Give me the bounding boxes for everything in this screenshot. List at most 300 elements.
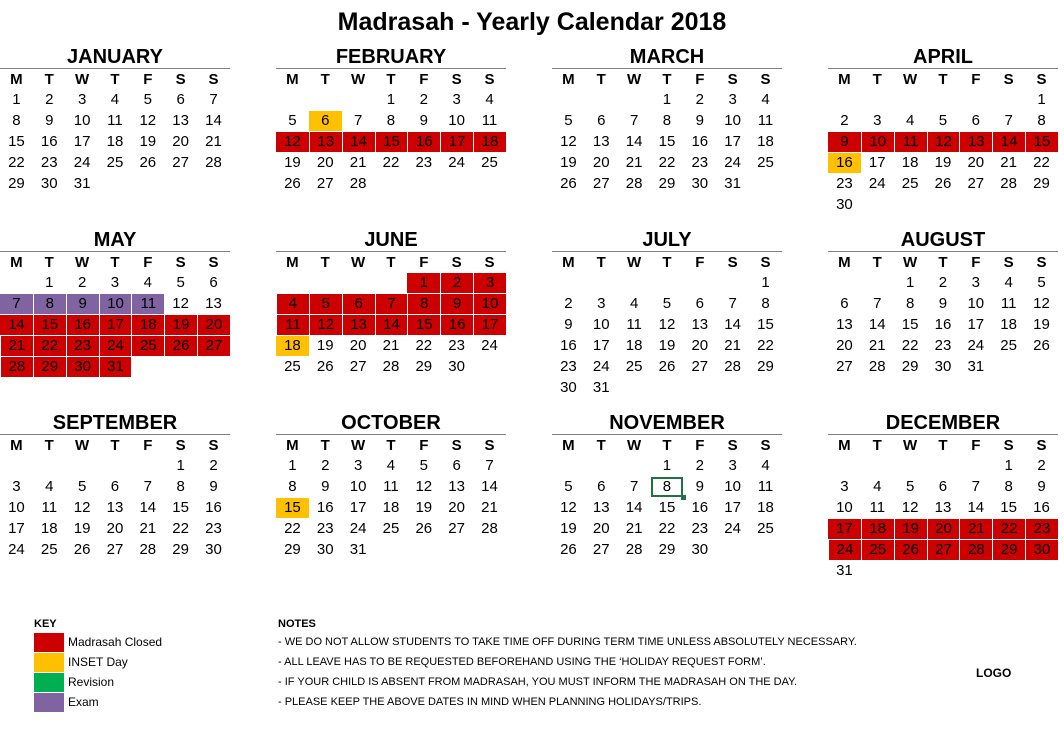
day-cell[interactable]: 8 — [33, 294, 66, 314]
day-cell[interactable]: 17 — [868, 154, 886, 171]
day-cell[interactable]: 25 — [901, 175, 919, 192]
day-cell[interactable]: 21 — [625, 520, 643, 537]
day-cell[interactable]: 15 — [8, 133, 25, 150]
day-cell[interactable]: 22 — [172, 520, 189, 537]
day-cell[interactable]: 5 — [1037, 274, 1046, 291]
day-cell[interactable]: 20 — [197, 315, 230, 335]
day-cell[interactable]: 9 — [321, 478, 330, 495]
day-cell[interactable]: 26 — [415, 520, 433, 537]
day-cell[interactable]: 5 — [938, 112, 948, 129]
day-cell[interactable]: 25 — [131, 336, 164, 356]
day-cell[interactable]: 28 — [625, 541, 643, 558]
day-cell[interactable]: 2 — [45, 91, 54, 108]
day-cell[interactable]: 6 — [597, 478, 606, 495]
day-cell[interactable]: 19 — [139, 133, 157, 150]
day-cell[interactable]: 1 — [288, 457, 297, 474]
day-cell[interactable]: 7 — [971, 478, 980, 495]
day-cell[interactable]: 5 — [288, 112, 297, 129]
day-cell[interactable]: 24 — [448, 154, 465, 171]
day-cell[interactable]: 4 — [873, 478, 882, 495]
day-cell[interactable]: 25 — [382, 520, 400, 537]
day-cell[interactable]: 1 — [12, 91, 21, 108]
day-cell[interactable]: 5 — [143, 91, 152, 108]
day-cell[interactable]: 17 — [967, 316, 985, 333]
day-cell[interactable]: 20 — [927, 519, 960, 539]
day-cell[interactable]: 9 — [45, 112, 54, 129]
day-cell[interactable]: 13 — [836, 316, 853, 333]
day-cell[interactable]: 11 — [276, 315, 309, 335]
day-cell[interactable]: 15 — [407, 315, 440, 335]
day-cell[interactable]: 4 — [110, 91, 120, 108]
day-cell[interactable]: 23 — [691, 154, 709, 171]
day-cell[interactable]: 27 — [836, 358, 853, 375]
day-cell[interactable]: 26 — [1033, 337, 1050, 354]
day-cell[interactable]: 6 — [309, 111, 342, 131]
day-cell[interactable]: 19 — [1033, 316, 1050, 333]
day-cell[interactable]: 15 — [375, 132, 408, 152]
day-cell[interactable]: 1 — [662, 457, 672, 474]
day-cell[interactable]: 30 — [560, 379, 577, 396]
day-cell[interactable]: 13 — [205, 295, 222, 312]
day-cell[interactable]: 15 — [172, 499, 189, 516]
day-cell[interactable]: 10 — [967, 295, 985, 312]
day-cell[interactable]: 18 — [473, 132, 506, 152]
day-cell[interactable]: 9 — [1037, 478, 1046, 495]
day-cell[interactable]: 18 — [861, 519, 894, 539]
day-cell[interactable]: 27 — [106, 541, 124, 558]
day-cell[interactable]: 14 — [375, 315, 408, 335]
day-cell[interactable]: 29 — [172, 541, 189, 558]
day-cell[interactable]: 6 — [110, 478, 120, 495]
day-cell[interactable]: 8 — [761, 295, 770, 312]
day-cell[interactable]: 12 — [276, 132, 309, 152]
day-cell[interactable]: 22 — [658, 154, 676, 171]
day-cell[interactable]: 6 — [971, 112, 980, 129]
day-cell[interactable]: 31 — [967, 358, 985, 375]
day-cell[interactable]: 8 — [1004, 478, 1013, 495]
day-cell[interactable]: 23 — [415, 154, 433, 171]
day-cell[interactable]: 23 — [691, 520, 709, 537]
day-cell[interactable]: 20 — [836, 337, 853, 354]
day-cell[interactable]: 9 — [440, 294, 473, 314]
day-cell[interactable]: 2 — [321, 457, 330, 474]
day-cell[interactable]: 29 — [33, 357, 66, 377]
day-cell[interactable]: 5 — [905, 478, 915, 495]
day-cell[interactable]: 18 — [131, 315, 164, 335]
day-cell[interactable]: 10 — [73, 112, 91, 129]
day-cell[interactable]: 27 — [172, 154, 189, 171]
day-cell[interactable]: 2 — [440, 273, 473, 293]
day-cell[interactable]: 11 — [757, 478, 774, 495]
day-cell[interactable]: 31 — [349, 541, 367, 558]
day-cell[interactable]: 11 — [626, 316, 642, 333]
day-cell[interactable]: 18 — [901, 154, 919, 171]
day-cell[interactable]: 9 — [209, 478, 218, 495]
day-cell[interactable]: 21 — [0, 336, 33, 356]
day-cell[interactable]: 15 — [658, 499, 676, 516]
day-cell[interactable]: 30 — [40, 175, 58, 192]
day-cell[interactable]: 14 — [481, 478, 498, 495]
day-cell[interactable]: 27 — [592, 541, 610, 558]
day-cell[interactable]: 21 — [1000, 154, 1017, 171]
day-cell[interactable]: 3 — [728, 91, 737, 108]
day-cell[interactable]: 3 — [110, 274, 120, 291]
day-cell[interactable]: 31 — [592, 379, 610, 396]
day-cell[interactable]: 14 — [967, 499, 985, 516]
day-cell[interactable]: 4 — [276, 294, 309, 314]
day-cell[interactable]: 24 — [868, 175, 886, 192]
day-cell[interactable]: 20 — [592, 154, 610, 171]
day-cell[interactable]: 25 — [757, 520, 774, 537]
day-cell[interactable]: 24 — [967, 337, 985, 354]
day-cell[interactable]: 30 — [691, 541, 709, 558]
day-cell[interactable]: 7 — [1004, 112, 1013, 129]
day-cell[interactable]: 12 — [1033, 295, 1050, 312]
day-cell[interactable]: 28 — [724, 358, 741, 375]
day-cell[interactable]: 17 — [724, 499, 741, 516]
day-cell[interactable]: 17 — [349, 499, 367, 516]
day-cell[interactable]: 26 — [560, 175, 577, 192]
day-cell[interactable]: 10 — [836, 499, 853, 516]
day-cell[interactable]: 19 — [316, 337, 334, 354]
day-cell[interactable]: 18 — [1000, 316, 1017, 333]
day-cell[interactable]: 23 — [934, 337, 952, 354]
day-cell[interactable]: 15 — [757, 316, 774, 333]
day-cell[interactable]: 18 — [106, 133, 124, 150]
day-cell[interactable]: 21 — [382, 337, 400, 354]
day-cell[interactable]: 13 — [691, 316, 709, 333]
day-cell[interactable]: 3 — [597, 295, 606, 312]
day-cell[interactable]: 27 — [197, 336, 230, 356]
day-cell[interactable]: 2 — [695, 457, 704, 474]
day-cell[interactable]: 30 — [205, 541, 222, 558]
day-cell[interactable]: 30 — [1025, 540, 1058, 560]
day-cell[interactable]: 27 — [927, 540, 960, 560]
day-cell[interactable]: 9 — [938, 295, 948, 312]
day-cell[interactable]: 8 — [905, 295, 915, 312]
day-cell[interactable]: 7 — [629, 112, 639, 129]
day-cell[interactable]: 7 — [375, 294, 408, 314]
day-cell[interactable]: 2 — [1037, 457, 1046, 474]
day-cell[interactable]: 3 — [77, 91, 87, 108]
day-cell[interactable]: 15 — [1025, 132, 1058, 152]
day-cell[interactable]: 25 — [284, 358, 301, 375]
day-cell[interactable]: 7 — [485, 457, 494, 474]
day-cell[interactable]: 9 — [564, 316, 573, 333]
day-cell[interactable]: 27 — [592, 175, 610, 192]
day-cell[interactable]: 3 — [728, 457, 737, 474]
day-cell[interactable]: 1 — [1037, 91, 1046, 108]
day-cell[interactable]: 4 — [761, 457, 770, 474]
day-cell[interactable]: 28 — [205, 154, 222, 171]
day-cell[interactable]: 21 — [868, 337, 886, 354]
day-cell[interactable]: 6 — [209, 274, 218, 291]
day-cell[interactable]: 26 — [894, 540, 927, 560]
day-cell[interactable]: 16 — [691, 499, 709, 516]
day-cell[interactable]: 29 — [284, 541, 301, 558]
day-cell[interactable]: 28 — [382, 358, 400, 375]
day-cell[interactable]: 5 — [564, 478, 573, 495]
day-cell[interactable]: 23 — [40, 154, 58, 171]
day-cell[interactable]: 11 — [1000, 295, 1017, 312]
day-cell[interactable]: 13 — [592, 133, 610, 150]
day-cell[interactable]: 11 — [131, 294, 164, 314]
day-cell[interactable]: 13 — [172, 112, 189, 129]
day-cell[interactable]: 12 — [172, 295, 189, 312]
day-cell[interactable]: 1 — [761, 274, 770, 291]
day-cell[interactable]: 8 — [288, 478, 297, 495]
day-cell[interactable]: 18 — [276, 336, 309, 356]
day-cell[interactable]: 4 — [485, 91, 494, 108]
day-cell[interactable]: 25 — [625, 358, 643, 375]
day-cell[interactable]: 25 — [481, 154, 498, 171]
day-cell[interactable]: 12 — [560, 499, 577, 516]
day-cell[interactable]: 17 — [592, 337, 610, 354]
day-cell[interactable]: 26 — [139, 154, 157, 171]
day-cell[interactable]: 8 — [386, 112, 396, 129]
day-cell[interactable]: 19 — [560, 154, 577, 171]
day-cell[interactable]: 4 — [386, 457, 396, 474]
day-cell[interactable]: 2 — [209, 457, 218, 474]
day-cell[interactable]: 7 — [353, 112, 363, 129]
day-cell[interactable]: 3 — [971, 274, 980, 291]
day-cell[interactable]: 10 — [8, 499, 25, 516]
day-cell[interactable]: 26 — [560, 541, 577, 558]
day-cell[interactable]: 26 — [934, 175, 952, 192]
day-cell[interactable]: 17 — [8, 520, 25, 537]
day-cell[interactable]: 29 — [8, 175, 25, 192]
day-cell[interactable]: 9 — [695, 112, 704, 129]
day-cell[interactable]: 11 — [41, 499, 58, 516]
day-cell[interactable]: 7 — [629, 478, 639, 495]
day-cell[interactable]: 5 — [77, 478, 87, 495]
day-cell[interactable]: 31 — [73, 175, 91, 192]
day-cell[interactable]: 12 — [901, 499, 919, 516]
day-cell[interactable]: 20 — [691, 337, 709, 354]
day-cell[interactable]: 14 — [205, 112, 222, 129]
day-cell[interactable]: 13 — [448, 478, 465, 495]
day-cell[interactable]: 2 — [695, 91, 704, 108]
day-cell[interactable]: 14 — [868, 316, 886, 333]
day-cell[interactable]: 22 — [284, 520, 301, 537]
day-cell[interactable]: 27 — [349, 358, 367, 375]
day-cell[interactable]: 3 — [473, 273, 506, 293]
day-cell[interactable]: 20 — [106, 520, 124, 537]
day-cell[interactable]: 30 — [66, 357, 99, 377]
day-cell[interactable]: 23 — [66, 336, 99, 356]
day-cell[interactable]: 3 — [873, 112, 882, 129]
day-cell[interactable]: 15 — [1000, 499, 1017, 516]
day-cell[interactable]: 17 — [73, 133, 91, 150]
day-cell[interactable]: 17 — [724, 133, 741, 150]
day-cell[interactable]: 4 — [629, 295, 639, 312]
day-cell[interactable]: 16 — [560, 337, 577, 354]
day-cell[interactable]: 18 — [757, 499, 774, 516]
day-cell[interactable]: 16 — [440, 315, 473, 335]
day-cell[interactable]: 10 — [448, 112, 465, 129]
day-cell[interactable]: 7 — [728, 295, 737, 312]
day-cell[interactable]: 16 — [934, 316, 952, 333]
day-cell[interactable]: 1 — [905, 274, 915, 291]
day-cell[interactable]: 20 — [172, 133, 189, 150]
day-cell[interactable]: 3 — [353, 457, 363, 474]
day-cell[interactable]: 8 — [407, 294, 440, 314]
day-cell[interactable]: 22 — [757, 337, 774, 354]
day-cell[interactable]: 10 — [724, 478, 741, 495]
day-cell[interactable]: 19 — [894, 519, 927, 539]
day-cell[interactable]: 30 — [836, 196, 853, 213]
day-cell[interactable]: 5 — [564, 112, 573, 129]
day-cell[interactable]: 4 — [905, 112, 915, 129]
day-cell[interactable]: 5 — [309, 294, 342, 314]
day-cell[interactable]: 2 — [938, 274, 948, 291]
day-cell[interactable]: 6 — [452, 457, 461, 474]
day-cell[interactable]: 26 — [658, 358, 676, 375]
day-cell[interactable]: 6 — [938, 478, 948, 495]
day-cell[interactable]: 28 — [625, 175, 643, 192]
day-cell[interactable]: 28 — [868, 358, 886, 375]
day-cell[interactable]: 28 — [1000, 175, 1017, 192]
day-cell[interactable]: 19 — [415, 499, 433, 516]
day-cell[interactable]: 28 — [139, 541, 157, 558]
day-cell[interactable]: 12 — [415, 478, 433, 495]
day-cell[interactable]: 31 — [724, 175, 741, 192]
day-cell[interactable]: 6 — [695, 295, 704, 312]
day-cell[interactable]: 20 — [349, 337, 367, 354]
day-cell[interactable]: 18 — [382, 499, 400, 516]
day-cell[interactable]: 12 — [658, 316, 676, 333]
day-cell[interactable]: 13 — [309, 132, 342, 152]
day-cell[interactable]: 16 — [66, 315, 99, 335]
day-cell[interactable]: 10 — [724, 112, 741, 129]
day-cell[interactable]: 30 — [316, 541, 334, 558]
day-cell[interactable]: 27 — [316, 175, 334, 192]
day-cell[interactable]: 29 — [415, 358, 433, 375]
day-cell[interactable]: 7 — [873, 295, 882, 312]
day-cell[interactable]: 19 — [164, 315, 197, 335]
day-cell[interactable]: 7 — [143, 478, 152, 495]
day-cell[interactable]: 24 — [481, 337, 498, 354]
day-cell[interactable]: 6 — [176, 91, 185, 108]
day-cell[interactable]: 19 — [284, 154, 301, 171]
day-cell[interactable]: 22 — [992, 519, 1025, 539]
day-cell[interactable]: 17 — [99, 315, 132, 335]
day-cell[interactable]: 14 — [342, 132, 375, 152]
day-cell[interactable]: 26 — [73, 541, 91, 558]
day-cell[interactable]: 29 — [1033, 175, 1050, 192]
day-cell[interactable]: 20 — [448, 499, 465, 516]
day-cell[interactable]: 14 — [625, 133, 643, 150]
day-cell[interactable]: 10 — [473, 294, 506, 314]
day-cell[interactable]: 26 — [284, 175, 301, 192]
day-cell[interactable]: 14 — [139, 499, 157, 516]
day-cell[interactable]: 3 — [840, 478, 849, 495]
day-cell[interactable]: 2 — [77, 274, 87, 291]
day-cell[interactable]: 30 — [448, 358, 465, 375]
day-cell[interactable]: 1 — [407, 273, 440, 293]
day-cell[interactable]: 14 — [625, 499, 643, 516]
day-cell[interactable]: 9 — [419, 112, 428, 129]
day-cell[interactable]: 13 — [959, 132, 992, 152]
day-cell[interactable]: 7 — [0, 294, 33, 314]
day-cell[interactable]: 19 — [934, 154, 952, 171]
day-cell[interactable]: 30 — [934, 358, 952, 375]
day-cell[interactable]: 15 — [33, 315, 66, 335]
day-cell[interactable]: 29 — [757, 358, 774, 375]
day-cell[interactable]: 1 — [1004, 457, 1013, 474]
day-cell[interactable]: 21 — [139, 520, 157, 537]
day-cell[interactable]: 22 — [658, 520, 676, 537]
day-cell[interactable]: 17 — [473, 315, 506, 335]
day-cell[interactable]: 13 — [592, 499, 610, 516]
day-cell[interactable]: 22 — [8, 154, 25, 171]
day-cell[interactable]: 11 — [481, 112, 498, 129]
day-cell[interactable]: 22 — [415, 337, 433, 354]
day-cell[interactable]: 30 — [691, 175, 709, 192]
day-cell[interactable]: 1 — [176, 457, 185, 474]
day-cell[interactable]: 9 — [695, 478, 704, 495]
day-cell[interactable]: 19 — [560, 520, 577, 537]
day-cell[interactable]: 11 — [894, 132, 927, 152]
day-cell[interactable]: 24 — [349, 520, 367, 537]
day-cell[interactable]: 22 — [1033, 154, 1050, 171]
day-cell[interactable]: 20 — [592, 520, 610, 537]
day-cell[interactable]: 12 — [73, 499, 91, 516]
day-cell[interactable]: 10 — [861, 132, 894, 152]
day-cell[interactable]: 2 — [840, 112, 849, 129]
day-cell[interactable]: 18 — [625, 337, 643, 354]
day-cell[interactable]: 12 — [560, 133, 577, 150]
day-cell[interactable]: 16 — [691, 133, 709, 150]
day-cell[interactable]: 24 — [99, 336, 132, 356]
day-cell[interactable]: 14 — [724, 316, 741, 333]
day-cell[interactable]: 11 — [869, 499, 886, 516]
day-cell[interactable]: 28 — [481, 520, 498, 537]
day-cell[interactable]: 22 — [33, 336, 66, 356]
day-cell[interactable]: 4 — [45, 478, 54, 495]
day-cell[interactable]: 6 — [342, 294, 375, 314]
day-cell[interactable]: 11 — [107, 112, 123, 129]
day-cell[interactable]: 10 — [349, 478, 367, 495]
day-cell[interactable]: 3 — [452, 91, 461, 108]
day-cell[interactable]: 17 — [828, 519, 861, 539]
day-cell[interactable]: 8 — [651, 477, 684, 497]
day-cell[interactable]: 21 — [959, 519, 992, 539]
day-cell[interactable]: 29 — [992, 540, 1025, 560]
day-cell[interactable]: 26 — [164, 336, 197, 356]
day-cell[interactable]: 19 — [658, 337, 676, 354]
day-cell[interactable]: 24 — [828, 540, 861, 560]
day-cell[interactable]: 6 — [597, 112, 606, 129]
day-cell[interactable]: 12 — [927, 132, 960, 152]
day-cell[interactable]: 2 — [564, 295, 573, 312]
day-cell[interactable]: 20 — [316, 154, 334, 171]
day-cell[interactable]: 22 — [901, 337, 919, 354]
day-cell[interactable]: 24 — [8, 541, 25, 558]
day-cell[interactable]: 27 — [448, 520, 465, 537]
day-cell[interactable]: 31 — [99, 357, 132, 377]
day-cell[interactable]: 28 — [959, 540, 992, 560]
day-cell[interactable]: 23 — [448, 337, 465, 354]
day-cell[interactable]: 16 — [828, 153, 861, 173]
day-cell[interactable]: 23 — [1025, 519, 1058, 539]
day-cell[interactable]: 28 — [349, 175, 367, 192]
day-cell[interactable]: 11 — [383, 478, 399, 495]
day-cell[interactable]: 14 — [0, 315, 33, 335]
day-cell[interactable]: 4 — [143, 274, 152, 291]
day-cell[interactable]: 23 — [205, 520, 222, 537]
day-cell[interactable]: 29 — [901, 358, 919, 375]
